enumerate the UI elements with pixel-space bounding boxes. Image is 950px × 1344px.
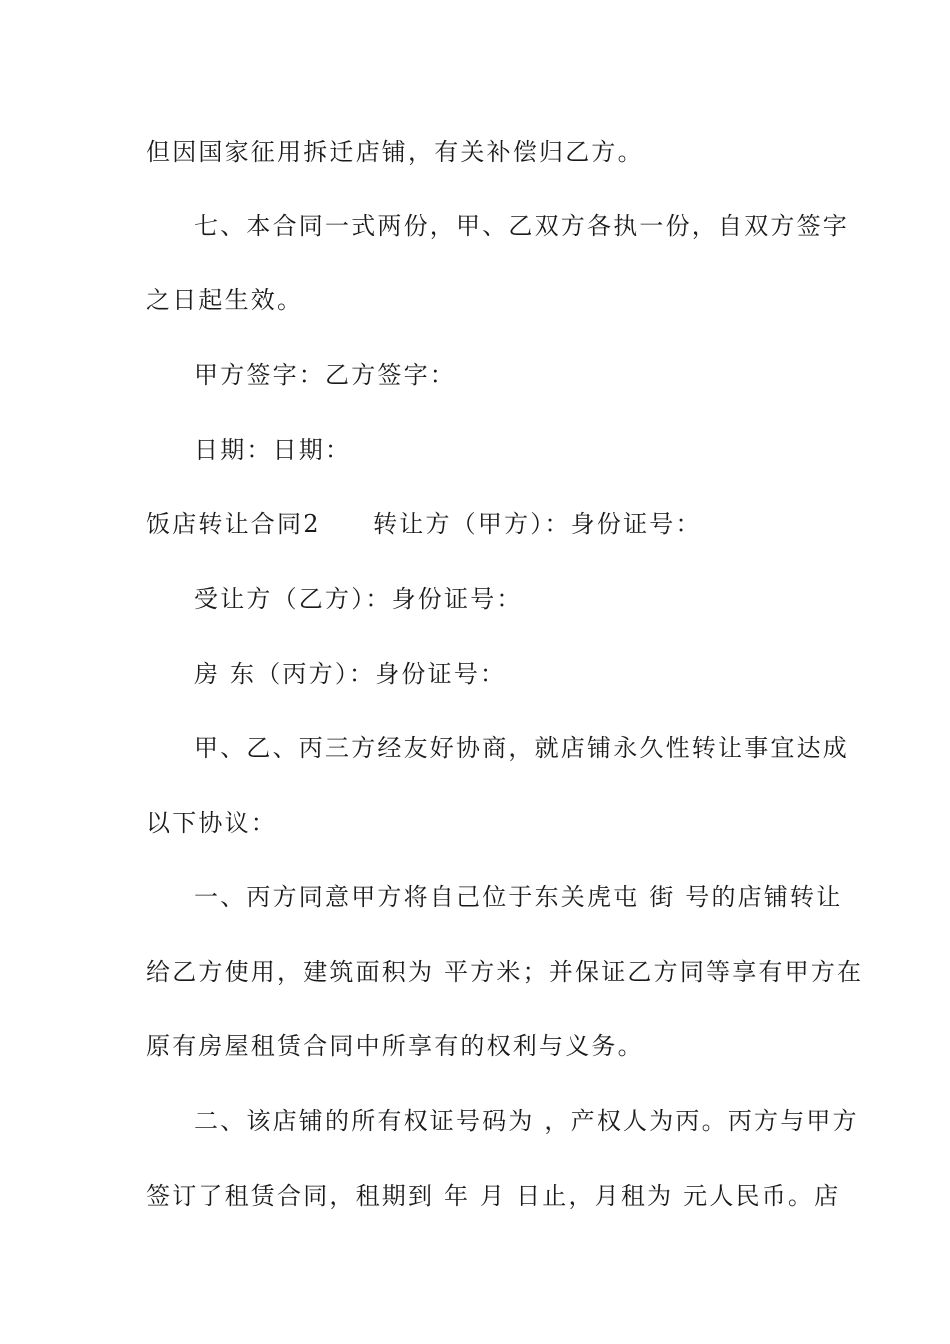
party-line: 受让方（乙方）：身份证号： — [194, 585, 523, 613]
paragraph-line: 一、丙方同意甲方将自己位于东关虎屯 街 号的店铺转让 — [194, 883, 843, 911]
paragraph-line: 七、本合同一式两份，甲、乙双方各执一份，自双方签字 — [194, 212, 849, 240]
paragraph-line: 签订了租赁合同，租期到 年 月 日止，月租为 元人民币。店 — [146, 1182, 841, 1210]
paragraph-line: 甲、乙、丙三方经友好协商，就店铺永久性转让事宜达成 — [194, 734, 849, 762]
paragraph-line: 但因国家征用拆迁店铺，有关补偿归乙方。 — [146, 138, 644, 166]
date-line: 日期：日期： — [194, 436, 352, 464]
paragraph-line: 给乙方使用，建筑面积为 平方米；并保证乙方同等享有甲方在 — [146, 958, 864, 986]
paragraph-line: 二、该店铺的所有权证号码为 ，产权人为丙。丙方与甲方 — [194, 1107, 859, 1135]
signature-line: 甲方签字：乙方签字： — [194, 361, 456, 389]
paragraph-line: 以下协议： — [146, 809, 277, 837]
party-line: 房 东（丙方）：身份证号： — [194, 660, 507, 688]
contract-heading-line: 饭店转让合同2 转让方（甲方）：身份证号： — [146, 510, 702, 538]
paragraph-line: 原有房屋租赁合同中所享有的权利与义务。 — [146, 1032, 644, 1060]
paragraph-line: 之日起生效。 — [146, 286, 304, 314]
